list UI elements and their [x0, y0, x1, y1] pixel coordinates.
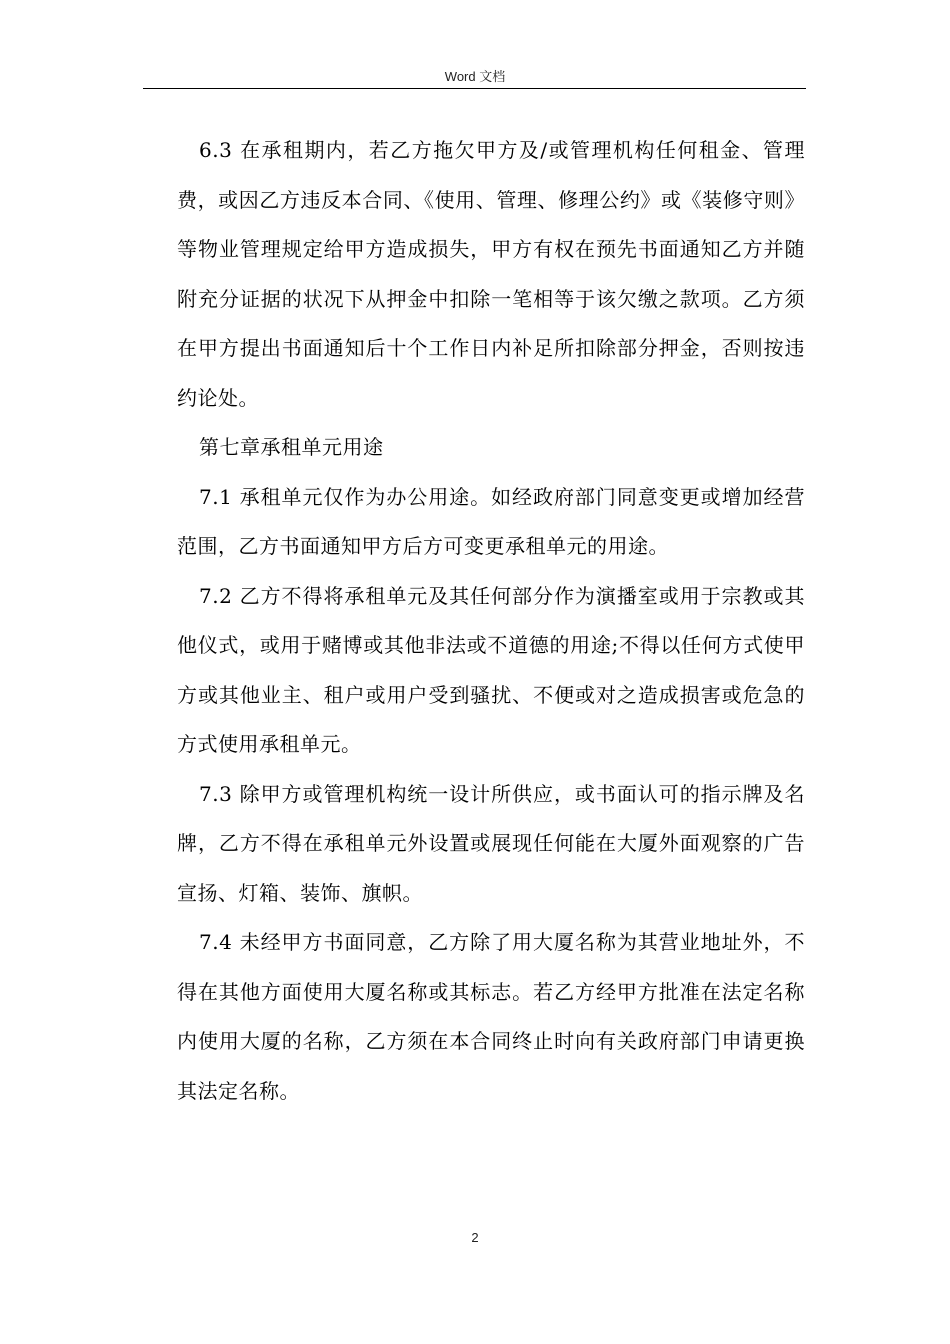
paragraph-7-3: 7.3 除甲方或管理机构统一设计所供应，或书面认可的指示牌及名牌，乙方不得在承租单元外设置或展现任何能在大厦外面观察的广告宣扬、灯箱、装饰、旗帜。 — [177, 781, 805, 905]
document-header: Word 文档 — [444, 69, 506, 84]
paragraph-7-2: 7.2 乙方不得将承租单元及其任何部分作为演播室或用于宗教或其他仪式，或用于赌博或其他非法或不道德的用途;不得以任何方式使甲方或其他业主、租户或用户受到骚扰、不便或对之造成损害或危急的方式使用承租单元。 — [177, 583, 805, 756]
paragraph-6-3: 6.3 在承租期内，若乙方拖欠甲方及/或管理机构任何租金、管理费，或因乙方违反本合同、《使用、管理、修理公约》或《装修守则》等物业管理规定给甲方造成损失，甲方有权在预先书面通知乙方并随附充分证据的状况下从押金中扣除一笔相等于该欠缴之款项。乙方须在甲方提出书面通知后十个工作日内补足所扣除部分押金，否则按违约论处。 — [177, 138, 805, 410]
paragraph-7-4: 7.4 未经甲方书面同意，乙方除了用大厦名称为其营业地址外，不得在其他方面使用大厦名称或其标志。若乙方经甲方批准在法定名称内使用大厦的名称，乙方须在本合同终止时向有关政府部门申请更换其法定名称。 — [177, 930, 805, 1103]
header-divider — [143, 88, 806, 89]
chapter-heading-7: 第七章承租单元用途 — [199, 435, 384, 459]
page-number: 2 — [471, 1230, 479, 1245]
document-body — [177, 126, 805, 1116]
paragraph-7-1: 7.1 承租单元仅作为办公用途。如经政府部门同意变更或增加经营范围，乙方书面通知甲方后方可变更承租单元的用途。 — [177, 484, 805, 558]
